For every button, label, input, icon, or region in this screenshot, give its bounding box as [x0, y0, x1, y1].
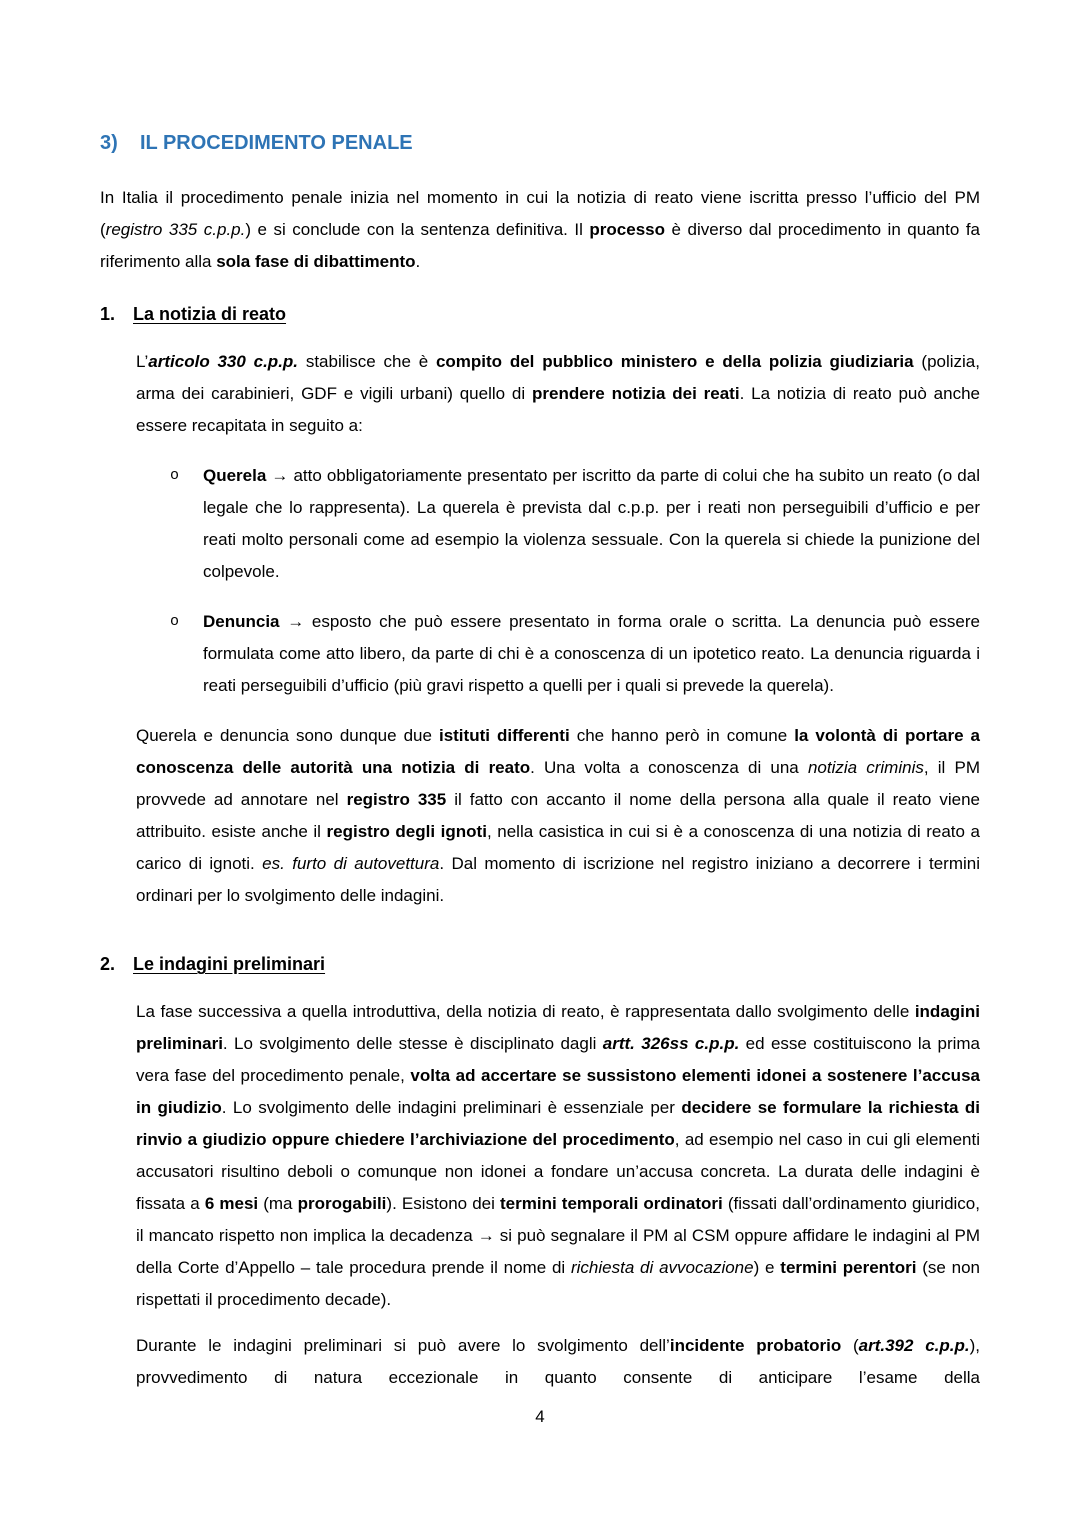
text-segment: termini temporali ordinatori: [500, 1194, 723, 1213]
paragraph: [136, 720, 980, 912]
section-notizia-di-reato: [100, 302, 980, 912]
text-segment: (ma: [258, 1194, 298, 1213]
text-segment: sola fase di dibattimento: [216, 252, 416, 271]
bullet-text: [203, 606, 980, 702]
text-segment: prorogabili: [297, 1194, 387, 1213]
text-segment: In Italia il procedimento penale inizia nel momento in cui la notizia di reato viene iscritta presso l’ufficio del PM (: [100, 188, 980, 239]
text-segment: La fase successiva a quella introduttiva, della notizia di reato, è rappresentata dallo svolgimento delle: [136, 1002, 915, 1021]
text-segment: prendere notizia dei reati: [532, 384, 740, 403]
text-segment: ed esse costituiscono la prima vera fase del procedimento penale,: [136, 1034, 981, 1085]
section-number: 2.: [100, 954, 116, 974]
text-segment: .: [415, 252, 421, 271]
text-segment: . Lo svolgimento delle indagini preliminari è essenziale per: [221, 1098, 682, 1117]
text-segment: Denuncia: [203, 612, 280, 631]
text-segment: → atto obbligatoriamente presentato per iscritto da parte di colui che ha subito un reato (o dal legale che lo rappresenta). La querela è prevista dal c.p.p. per i reati non perseguibili d’ufficio e per reati molto personali come ad esempio la violenza sessuale. Con la querela si chiede la punizione del colpevole.: [203, 466, 980, 581]
text-segment: volta ad accertare se sussistono elementi idonei a sostenere l’accusa in giudizio: [136, 1066, 980, 1117]
text-segment: registro degli ignoti: [326, 822, 487, 841]
text-segment: (se non rispettati il procedimento decade).: [136, 1258, 981, 1309]
text-segment: la volontà di portare a conoscenza delle autorità una notizia di reato: [136, 726, 980, 777]
paragraph: [136, 346, 980, 442]
text-segment: es. furto di autovettura: [262, 854, 440, 873]
text-segment: notizia criminis: [807, 758, 924, 777]
section-number: 1.: [100, 304, 116, 324]
text-segment: . La notizia di reato può anche essere recapitata in seguito a:: [136, 384, 980, 435]
bullet-marker: o: [170, 613, 180, 630]
text-segment: ), provvedimento di natura eccezionale in quanto consente di anticipare l’esame della: [136, 1336, 980, 1387]
text-segment: registro 335 c.p.p.: [105, 220, 246, 239]
text-segment: , nella casistica in cui si è a conoscenza di una notizia di reato a carico di ignoti.: [136, 822, 981, 873]
section-body: [136, 346, 980, 912]
text-segment: → esposto che può essere presentato in forma orale o scritta. La denuncia può essere formulata come atto libero, da parte di chi è a conoscenza di un ipotetico reato. La denuncia riguarda i reati perseguibili d’ufficio (più gravi rispetto a quelli per i quali si prevede la querela).: [203, 612, 980, 695]
intro-paragraph: [100, 182, 980, 278]
text-segment: . Una volta a conoscenza di una: [530, 758, 808, 777]
bullet-item: [170, 606, 980, 702]
text-segment: Durante le indagini preliminari si può avere lo svolgimento dell’: [136, 1336, 670, 1355]
text-segment: Querela e denuncia sono dunque due: [136, 726, 439, 745]
text-segment: processo: [589, 220, 666, 239]
text-segment: , il PM provvede ad annotare nel: [136, 758, 980, 809]
text-segment: artt. 326ss c.p.p.: [602, 1034, 740, 1053]
text-segment: (fissati dall’ordinamento giuridico, il mancato rispetto non implica la decadenza → si può segnalare il PM al CSM oppure affidare le indagini al PM della Corte d’Appello – tale procedura prende il nome di: [136, 1194, 980, 1277]
text-segment: decidere se formulare la richiesta di rinvio a giudizio oppure chiedere l’archiviazione del procedimento: [136, 1098, 980, 1149]
text-segment: compito del pubblico ministero e della polizia giudiziaria: [435, 352, 914, 371]
text-segment: ) e si conclude con la sentenza definitiva. Il: [245, 220, 590, 239]
text-segment: , ad esempio nel caso in cui gli elementi accusatori risultino deboli o comunque non idonei a fondare un’accusa concreta. La durata delle indagini è fissata a: [136, 1130, 981, 1213]
text-segment: registro 335: [346, 790, 447, 809]
text-segment: . Dal momento di iscrizione nel registro iniziano a decorrere i termini ordinari per lo svolgimento delle indagini.: [136, 854, 980, 905]
section-heading: [100, 302, 980, 326]
page-number: 4: [535, 1407, 545, 1426]
section-indagini-preliminari: [100, 952, 980, 1394]
heading-number: 3): [100, 132, 118, 154]
text-segment: Querela: [203, 466, 267, 485]
paragraph: [136, 1330, 980, 1394]
bullet-marker: o: [170, 467, 180, 484]
section-body: [136, 996, 980, 1394]
heading-title: IL PROCEDIMENTO PENALE: [140, 132, 413, 154]
section-title: La notizia di reato: [133, 304, 287, 324]
text-segment: art.392 c.p.p.: [858, 1336, 970, 1355]
text-segment: (: [841, 1336, 859, 1355]
text-segment: (polizia, arma dei carabinieri, GDF e vigili urbani) quello di: [136, 352, 980, 403]
bullet-item: [170, 460, 980, 588]
text-segment: incidente probatorio: [669, 1336, 842, 1355]
text-segment: L’: [136, 352, 149, 371]
text-segment: 6 mesi: [204, 1194, 259, 1213]
text-segment: . Lo svolgimento delle stesse è disciplinato dagli: [222, 1034, 603, 1053]
text-segment: richiesta di avvocazione: [570, 1258, 754, 1277]
text-segment: ) e: [753, 1258, 781, 1277]
text-segment: termini perentori: [780, 1258, 917, 1277]
section-heading: [100, 952, 980, 976]
document-heading: [100, 130, 980, 156]
text-segment: stabilisce che è: [298, 352, 436, 371]
paragraph: [136, 996, 980, 1316]
text-segment: articolo 330 c.p.p.: [148, 352, 299, 371]
section-title: Le indagini preliminari: [133, 954, 326, 974]
text-segment: istituti differenti: [438, 726, 570, 745]
text-segment: ). Esistono dei: [386, 1194, 501, 1213]
bullet-text: [203, 460, 980, 588]
text-segment: è diverso dal procedimento in quanto fa riferimento alla: [100, 220, 981, 271]
text-segment: indagini preliminari: [136, 1002, 980, 1053]
text-segment: il fatto con accanto il nome della persona alla quale il reato viene attribuito. esiste anche il: [136, 790, 980, 841]
text-segment: che hanno però in comune: [569, 726, 795, 745]
